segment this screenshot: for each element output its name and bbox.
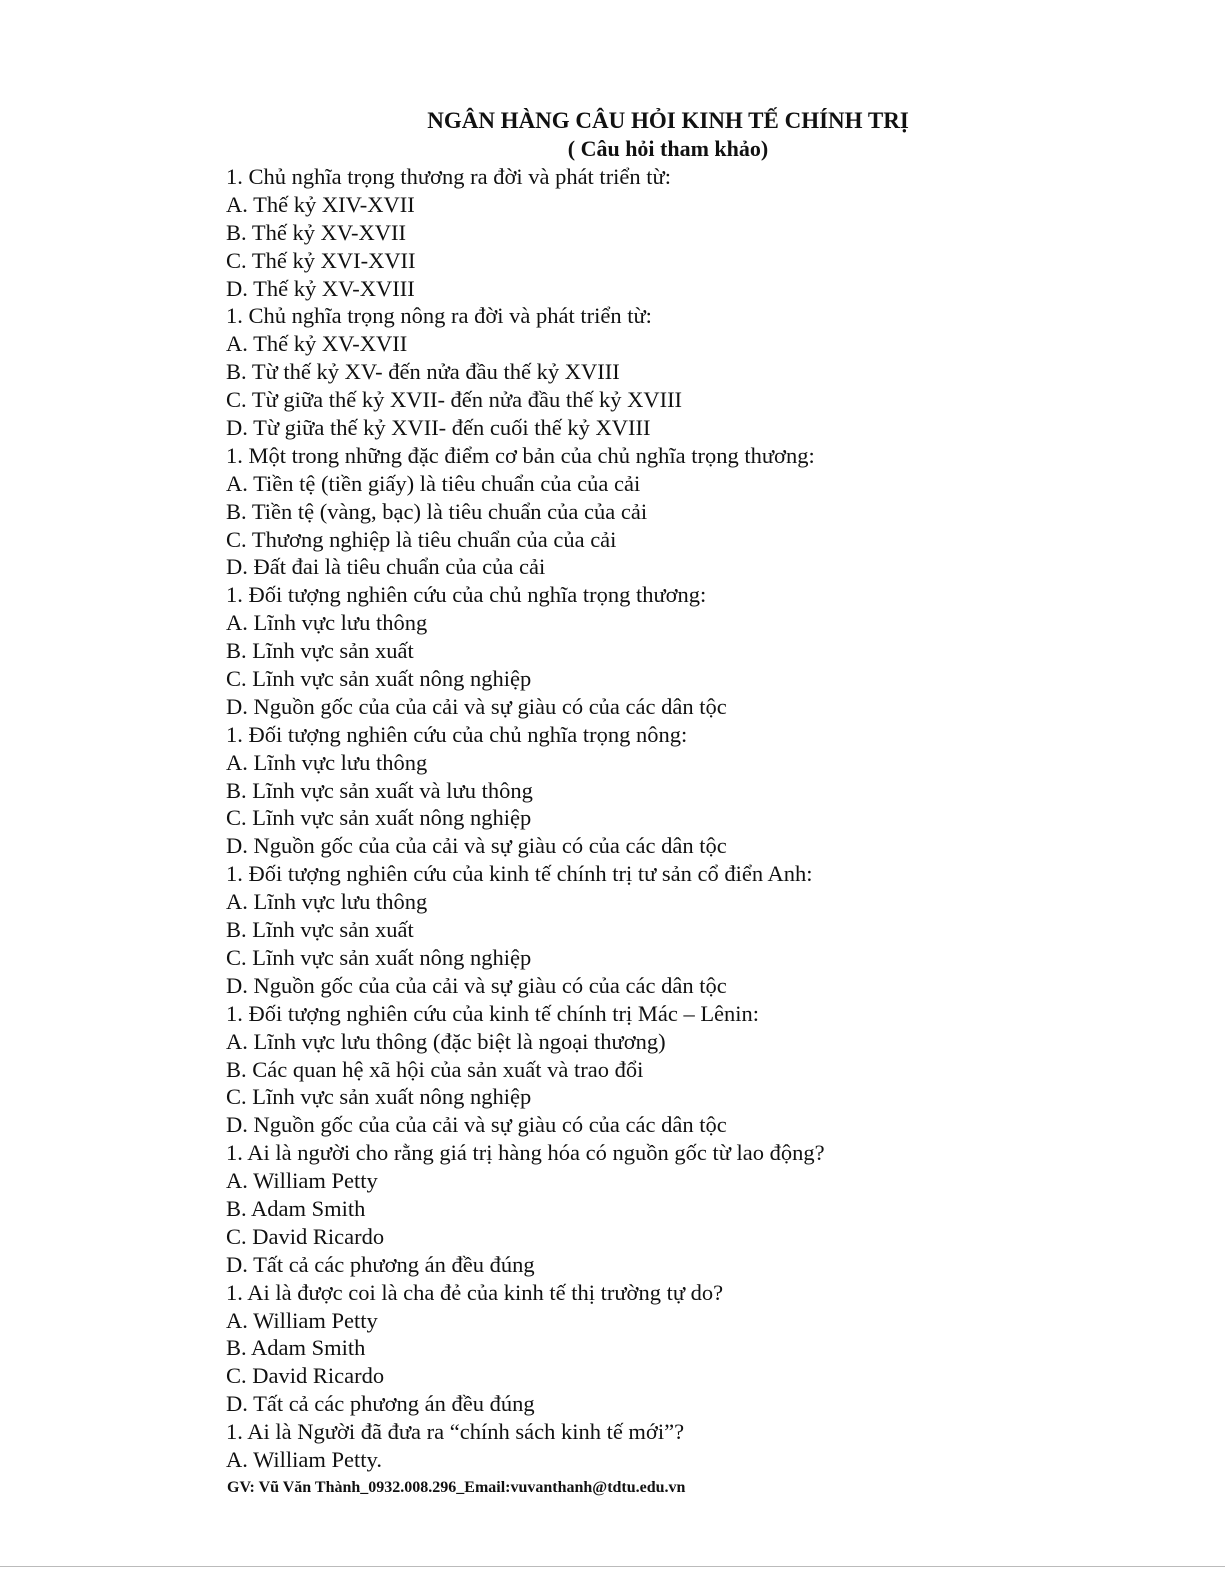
answer-option: C. Lĩnh vực sản xuất nông nghiệp xyxy=(226,1084,532,1110)
question-text: 1. Một trong những đặc điểm cơ bản của chủ nghĩa trọng thương: xyxy=(226,442,815,468)
question-block xyxy=(226,442,1186,581)
page-bottom-rule xyxy=(0,1566,1225,1567)
question-block xyxy=(226,302,1186,441)
answer-option: B. Lĩnh vực sản xuất xyxy=(226,917,414,943)
answer-option: A. Lĩnh vực lưu thông xyxy=(226,610,428,636)
answer-option: B. Adam Smith xyxy=(226,1195,366,1221)
answer-option: D. Tất cả các phương án đều đúng xyxy=(226,1251,535,1277)
answer-option: D. Đất đai là tiêu chuẩn của của cải xyxy=(226,554,546,580)
question-text: 1. Đối tượng nghiên cứu của chủ nghĩa trọng nông: xyxy=(226,721,688,747)
answer-option: A. Tiền tệ (tiền giấy) là tiêu chuẩn của của cải xyxy=(226,470,641,496)
question-block xyxy=(226,1418,1186,1474)
answer-option: A. William Petty. xyxy=(226,1446,382,1472)
answer-option: D. Nguồn gốc của của cải và sự giàu có của các dân tộc xyxy=(226,1112,727,1138)
answer-option: C. David Ricardo xyxy=(226,1223,385,1249)
answer-option: B. Tiền tệ (vàng, bạc) là tiêu chuẩn của của cải xyxy=(226,498,648,524)
answer-option: B. Lĩnh vực sản xuất và lưu thông xyxy=(226,777,533,803)
answer-option: C. Thế kỷ XVI-XVII xyxy=(226,247,416,273)
question-block xyxy=(226,860,1186,999)
answer-option: C. Từ giữa thế kỷ XVII- đến nửa đầu thế kỷ XVIII xyxy=(226,387,683,413)
answer-option: B. Adam Smith xyxy=(226,1335,366,1361)
answer-option: D. Tất cả các phương án đều đúng xyxy=(226,1391,535,1417)
answer-option: A. Lĩnh vực lưu thông (đặc biệt là ngoại thương) xyxy=(226,1028,666,1054)
answer-option: A. Thế kỷ XIV-XVII xyxy=(226,191,415,217)
answer-option: D. Nguồn gốc của của cải và sự giàu có của các dân tộc xyxy=(226,972,727,998)
question-block xyxy=(226,163,1186,302)
question-block xyxy=(226,1279,1186,1418)
answer-option: B. Lĩnh vực sản xuất xyxy=(226,638,414,664)
question-block xyxy=(226,1000,1186,1139)
answer-option: A. Lĩnh vực lưu thông xyxy=(226,889,428,915)
answer-option: C. Lĩnh vực sản xuất nông nghiệp xyxy=(226,666,532,692)
question-text: 1. Ai là người cho rằng giá trị hàng hóa có nguồn gốc từ lao động? xyxy=(226,1140,825,1166)
question-text: 1. Đối tượng nghiên cứu của kinh tế chính trị tư sản cổ điển Anh: xyxy=(226,861,813,887)
answer-option: D. Từ giữa thế kỷ XVII- đến cuối thế kỷ XVIII xyxy=(226,415,651,441)
question-text: 1. Ai là được coi là cha đẻ của kinh tế thị trường tự do? xyxy=(226,1279,724,1305)
answer-option: B. Từ thế kỷ XV- đến nửa đầu thế kỷ XVIII xyxy=(226,359,620,385)
question-text: 1. Đối tượng nghiên cứu của chủ nghĩa trọng thương: xyxy=(226,582,707,608)
answer-option: A. Lĩnh vực lưu thông xyxy=(226,749,428,775)
answer-option: B. Thế kỷ XV-XVII xyxy=(226,219,406,245)
question-block xyxy=(226,1139,1186,1278)
question-text: 1. Chủ nghĩa trọng nông ra đời và phát triển từ: xyxy=(226,303,652,329)
document-title: NGÂN HÀNG CÂU HỎI KINH TẾ CHÍNH TRỊ xyxy=(427,108,909,133)
answer-option: C. Thương nghiệp là tiêu chuẩn của của cải xyxy=(226,526,617,552)
question-block xyxy=(226,721,1186,860)
question-text: 1. Chủ nghĩa trọng thương ra đời và phát triển từ: xyxy=(226,164,671,189)
answer-option: C. David Ricardo xyxy=(226,1363,385,1389)
answer-option: D. Nguồn gốc của của cải và sự giàu có của các dân tộc xyxy=(226,833,727,859)
answer-option: C. Lĩnh vực sản xuất nông nghiệp xyxy=(226,944,532,970)
answer-option: A. William Petty xyxy=(226,1307,378,1333)
document-subtitle: ( Câu hỏi tham khảo) xyxy=(567,136,769,161)
answer-option: A. William Petty xyxy=(226,1168,378,1194)
answer-option: D. Nguồn gốc của của cải và sự giàu có của các dân tộc xyxy=(226,693,727,719)
page-footer: GV: Vũ Văn Thành_0932.008.296_Email:vuvanthanh@tdtu.edu.vn xyxy=(227,1479,686,1496)
question-text: 1. Đối tượng nghiên cứu của kinh tế chính trị Mác – Lênin: xyxy=(226,1000,760,1026)
answer-option: D. Thế kỷ XV-XVIII xyxy=(226,275,415,301)
answer-option: C. Lĩnh vực sản xuất nông nghiệp xyxy=(226,805,532,831)
question-text: 1. Ai là Người đã đưa ra “chính sách kinh tế mới”? xyxy=(226,1419,685,1445)
question-list xyxy=(226,163,1186,1474)
question-block xyxy=(226,581,1186,720)
answer-option: B. Các quan hệ xã hội của sản xuất và trao đổi xyxy=(226,1056,644,1082)
answer-option: A. Thế kỷ XV-XVII xyxy=(226,331,408,357)
